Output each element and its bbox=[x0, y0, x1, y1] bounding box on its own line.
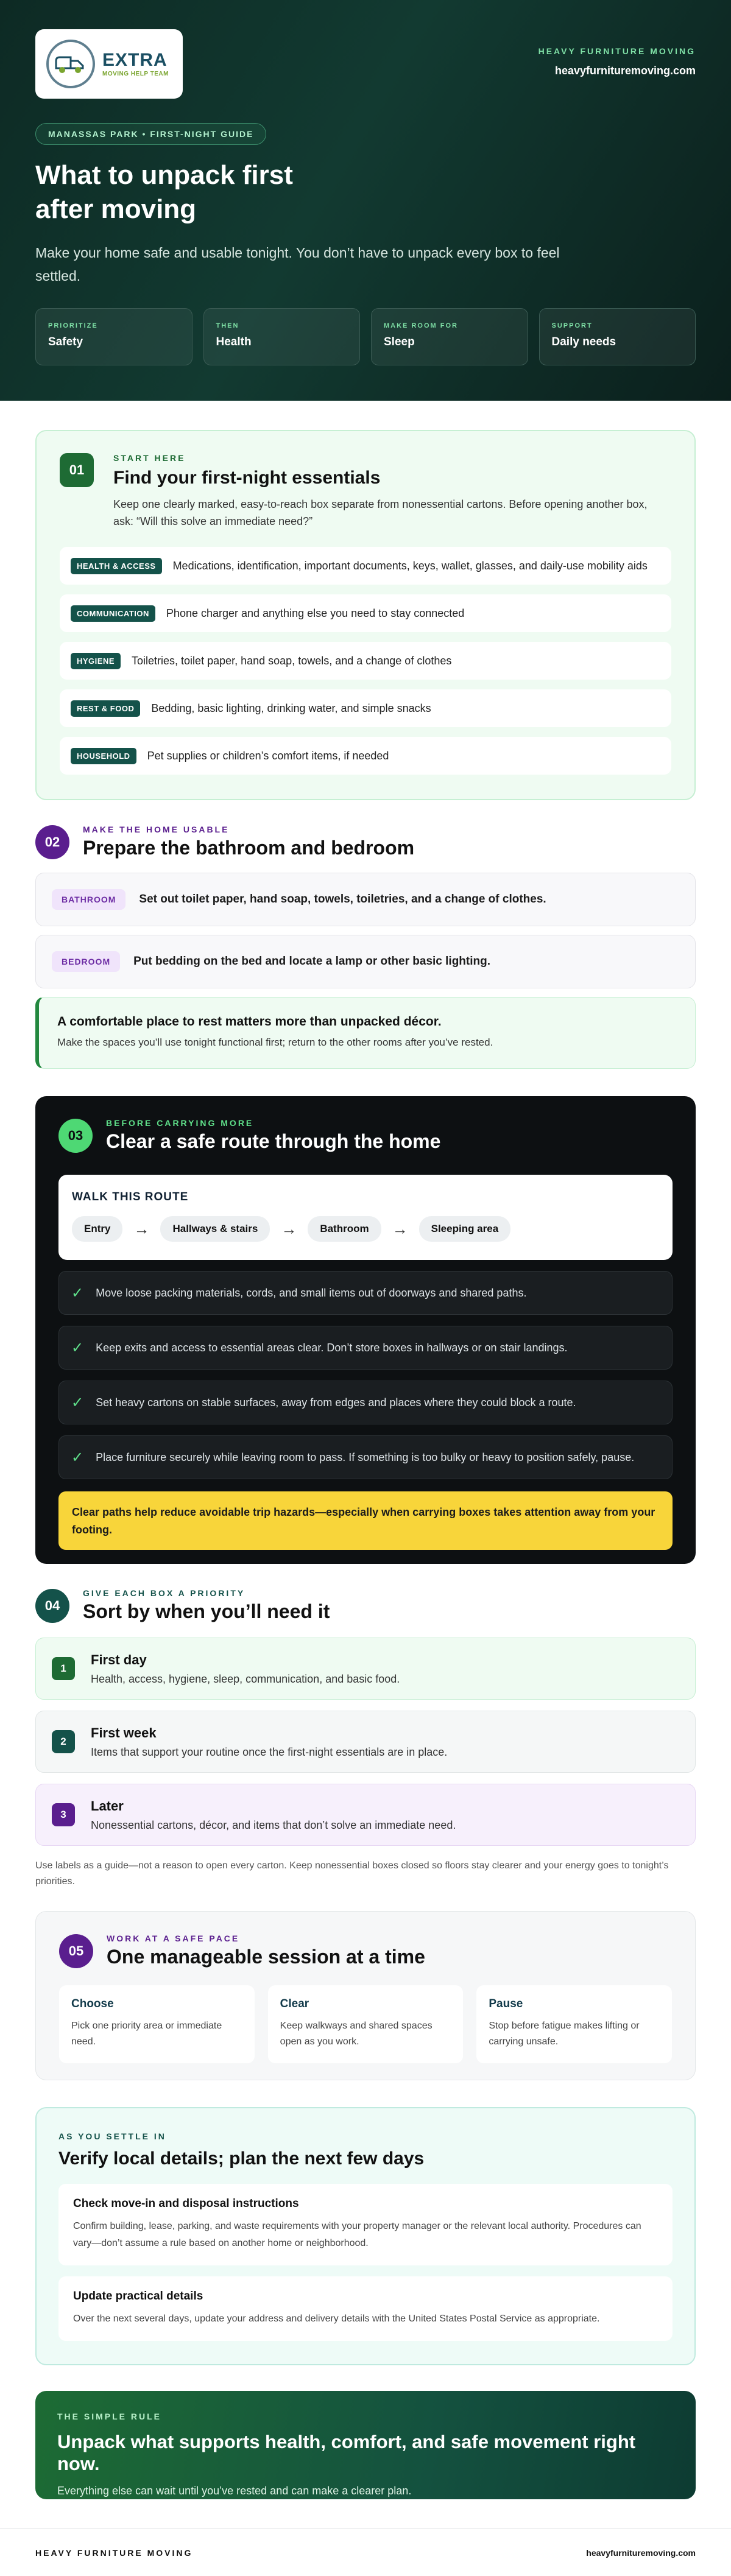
priority-later bbox=[35, 1784, 696, 1846]
footer bbox=[0, 2528, 731, 2576]
hero-card-value: Daily needs bbox=[551, 336, 616, 348]
page-title: What to unpack first after moving bbox=[35, 160, 293, 224]
category-badge: REST & FOOD bbox=[71, 700, 140, 717]
rest-callout bbox=[35, 997, 696, 1069]
section-header bbox=[35, 1588, 696, 1623]
route-step: Entry bbox=[72, 1216, 122, 1242]
brand-block bbox=[539, 46, 696, 77]
verify-title: Check move-in and disposal instructions bbox=[73, 2197, 299, 2210]
list-item bbox=[60, 547, 671, 585]
section-eyebrow: WORK AT A SAFE PACE bbox=[107, 1934, 240, 1943]
hero-card-make-room bbox=[371, 308, 528, 365]
hero-card-value: Sleep bbox=[384, 336, 415, 348]
pace-card-title: Choose bbox=[71, 1997, 114, 2010]
hero-card-value: Health bbox=[216, 336, 252, 348]
checklist-text: Keep exits and access to essential areas clear. Don’t store boxes in hallways or on stair landings. bbox=[96, 1341, 568, 1354]
section-header bbox=[59, 1934, 672, 1968]
pace-card-title: Pause bbox=[489, 1997, 523, 2010]
pace-cards bbox=[59, 1985, 672, 2063]
category-badge: HOUSEHOLD bbox=[71, 748, 136, 764]
section-number: 02 bbox=[35, 825, 69, 859]
footer-brand: HEAVY FURNITURE MOVING bbox=[35, 2547, 193, 2558]
category-badge: COMMUNICATION bbox=[71, 605, 155, 622]
priority-first-week bbox=[35, 1711, 696, 1773]
list-item bbox=[60, 594, 671, 632]
pace-card-text: Stop before fatigue makes lifting or carrying unsafe. bbox=[489, 2021, 640, 2047]
verify-text: Over the next several days, update your address and delivery details with the United States Postal Service as appropriate. bbox=[73, 2314, 600, 2324]
priority-text: Health, access, hygiene, sleep, communication, and basic food. bbox=[91, 1672, 400, 1685]
section-eyebrow: AS YOU SETTLE IN bbox=[58, 2131, 166, 2141]
list-item-text: Pet supplies or children’s comfort items, if needed bbox=[147, 749, 389, 762]
footer-url-link[interactable]: heavyfurnituremoving.com bbox=[586, 2547, 696, 2558]
checklist-item bbox=[58, 1326, 673, 1370]
arrow-right-icon: → bbox=[281, 1219, 297, 1238]
route-steps bbox=[72, 1216, 659, 1242]
hero-card-label: MAKE ROOM FOR bbox=[384, 322, 458, 329]
priority-number: 2 bbox=[52, 1730, 75, 1753]
list-item-text: Medications, identification, important documents, keys, wallet, glasses, and daily-use mobility aids bbox=[172, 559, 648, 572]
truck-logo-icon bbox=[46, 40, 95, 88]
hero-subtitle: Make your home safe and usable tonight. You don’t have to unpack every box to feel settled. bbox=[35, 245, 560, 284]
route-step: Hallways & stairs bbox=[160, 1216, 270, 1242]
section-title: Sort by when you’ll need it bbox=[83, 1600, 330, 1622]
checklist-text: Set heavy cartons on stable surfaces, away from edges and places where they could block a route. bbox=[96, 1396, 576, 1409]
verify-item bbox=[58, 2276, 673, 2341]
category-badge: HYGIENE bbox=[71, 653, 121, 669]
list-item-text: Phone charger and anything else you need to stay connected bbox=[166, 607, 465, 619]
pace-card-choose bbox=[59, 1985, 255, 2063]
section-title: Verify local details; plan the next few days bbox=[58, 2148, 425, 2169]
trip-hazard-warning: Clear paths help reduce avoidable trip hazards—especially when carrying boxes takes attention away from your footing. bbox=[58, 1491, 673, 1550]
checklist-item bbox=[58, 1271, 673, 1315]
room-tag: BEDROOM bbox=[52, 951, 120, 972]
checklist-text: Place furniture securely while leaving room to pass. If something is too bulky or heavy to position safely, pause. bbox=[96, 1451, 635, 1463]
logo-subtitle: MOVING HELP TEAM bbox=[102, 70, 169, 77]
category-badge: HEALTH & ACCESS bbox=[71, 558, 162, 574]
hero-card-label: THEN bbox=[216, 322, 239, 329]
banner-title: Unpack what supports health, comfort, and safe movement right now. bbox=[57, 2431, 636, 2474]
simple-rule-banner bbox=[35, 2391, 696, 2499]
brand-url-link[interactable]: heavyfurnituremoving.com bbox=[554, 65, 696, 77]
section-sort-priority bbox=[35, 1588, 696, 1890]
room-bedroom bbox=[35, 935, 696, 988]
verify-text: Confirm building, lease, parking, and waste requirements with your property manager or the relevant local authority. Procedures can vary—don’t assume a rule based on another home or neighborhood. bbox=[73, 2221, 641, 2248]
route-card bbox=[58, 1175, 673, 1260]
section-safe-route bbox=[35, 1096, 696, 1564]
section-title: Find your first-night essentials bbox=[113, 468, 381, 488]
priority-title: First day bbox=[91, 1652, 147, 1667]
check-icon: ✓ bbox=[71, 1284, 84, 1301]
section-number: 03 bbox=[58, 1119, 93, 1153]
section-number: 05 bbox=[59, 1934, 93, 1968]
section-header bbox=[60, 453, 671, 530]
priority-number: 3 bbox=[52, 1803, 75, 1826]
logo-title: EXTRA bbox=[102, 49, 168, 70]
list-item-text: Bedding, basic lighting, drinking water, and simple snacks bbox=[151, 702, 431, 714]
priority-text: Nonessential cartons, décor, and items that don’t solve an immediate need. bbox=[91, 1818, 456, 1831]
room-text: Put bedding on the bed and locate a lamp or other basic lighting. bbox=[133, 955, 490, 968]
verify-item bbox=[58, 2184, 673, 2265]
hero-card-prioritize bbox=[35, 308, 192, 365]
logo[interactable] bbox=[35, 29, 183, 99]
pace-card-text: Keep walkways and shared spaces open as you work. bbox=[280, 2021, 433, 2047]
pace-card-text: Pick one priority area or immediate need. bbox=[71, 2021, 222, 2047]
route-step: Sleeping area bbox=[419, 1216, 511, 1242]
section-eyebrow: BEFORE CARRYING MORE bbox=[106, 1118, 254, 1128]
check-icon: ✓ bbox=[71, 1449, 84, 1466]
section-safe-pace bbox=[35, 1911, 696, 2080]
checklist-item bbox=[58, 1435, 673, 1479]
section-essentials bbox=[35, 430, 696, 800]
section-title: One manageable session at a time bbox=[107, 1946, 425, 1968]
room-bathroom bbox=[35, 873, 696, 926]
section-local-details bbox=[35, 2107, 696, 2365]
verify-title: Update practical details bbox=[73, 2290, 203, 2303]
hero bbox=[0, 0, 731, 401]
hero-card-value: Safety bbox=[48, 336, 83, 348]
priority-number: 1 bbox=[52, 1657, 75, 1680]
hero-card-then bbox=[203, 308, 361, 365]
section-title: Prepare the bathroom and bedroom bbox=[83, 837, 415, 859]
callout-title: A comfortable place to rest matters more than unpacked décor. bbox=[57, 1015, 442, 1029]
brand-name: HEAVY FURNITURE MOVING bbox=[538, 46, 696, 56]
arrow-right-icon: → bbox=[392, 1219, 408, 1238]
section-eyebrow: START HERE bbox=[113, 453, 186, 463]
hero-card-label: PRIORITIZE bbox=[48, 322, 98, 329]
room-tag: BATHROOM bbox=[52, 889, 125, 910]
pace-card-clear bbox=[268, 1985, 464, 2063]
route-label: WALK THIS ROUTE bbox=[72, 1191, 189, 1203]
priority-title: First week bbox=[91, 1725, 157, 1740]
pace-card-title: Clear bbox=[280, 1997, 309, 2010]
logo-text bbox=[102, 51, 169, 77]
priority-text: Items that support your routine once the first-night essentials are in place. bbox=[91, 1745, 448, 1758]
section-number: 04 bbox=[35, 1589, 69, 1623]
section-eyebrow: MAKE THE HOME USABLE bbox=[83, 825, 230, 834]
priority-note: Use labels as a guide—not a reason to open every carton. Keep nonessential boxes closed so floors stay clearer and your energy goes to tonight’s priorities. bbox=[35, 1860, 669, 1887]
hero-cards bbox=[35, 308, 696, 365]
callout-text: Make the spaces you’ll use tonight functional first; return to the other rooms after you’ve rested. bbox=[57, 1036, 493, 1048]
hero-card-support bbox=[539, 308, 696, 365]
hero-card-label: SUPPORT bbox=[551, 322, 593, 329]
banner-eyebrow: THE SIMPLE RULE bbox=[57, 2412, 162, 2421]
section-bathroom-bedroom bbox=[35, 825, 696, 1069]
banner-text: Everything else can wait until you’ve rested and can make a clearer plan. bbox=[57, 2485, 412, 2497]
section-title: Clear a safe route through the home bbox=[106, 1130, 441, 1152]
check-icon: ✓ bbox=[71, 1394, 84, 1411]
section-eyebrow: GIVE EACH BOX A PRIORITY bbox=[83, 1588, 245, 1598]
route-step: Bathroom bbox=[308, 1216, 381, 1242]
section-text: Keep one clearly marked, easy-to-reach box separate from nonessential cartons. Before opening another box, ask: “Will this solve an immediate need?” bbox=[113, 498, 648, 527]
essentials-list bbox=[60, 547, 671, 775]
section-number: 01 bbox=[60, 453, 94, 487]
checklist-text: Move loose packing materials, cords, and small items out of doorways and shared paths. bbox=[96, 1286, 527, 1299]
room-text: Set out toilet paper, hand soap, towels, toiletries, and a change of clothes. bbox=[139, 893, 546, 906]
priority-first-day bbox=[35, 1638, 696, 1700]
arrow-right-icon: → bbox=[133, 1219, 150, 1238]
list-item bbox=[60, 642, 671, 680]
section-header bbox=[35, 825, 696, 859]
pace-card-pause bbox=[476, 1985, 672, 2063]
list-item-text: Toiletries, toilet paper, hand soap, towels, and a change of clothes bbox=[132, 654, 452, 667]
priority-title: Later bbox=[91, 1798, 124, 1814]
section-header bbox=[58, 1118, 673, 1153]
checklist-item bbox=[58, 1381, 673, 1424]
hero-tag: MANASSAS PARK • FIRST-NIGHT GUIDE bbox=[35, 123, 266, 145]
list-item bbox=[60, 689, 671, 727]
list-item bbox=[60, 737, 671, 775]
check-icon: ✓ bbox=[71, 1339, 84, 1356]
